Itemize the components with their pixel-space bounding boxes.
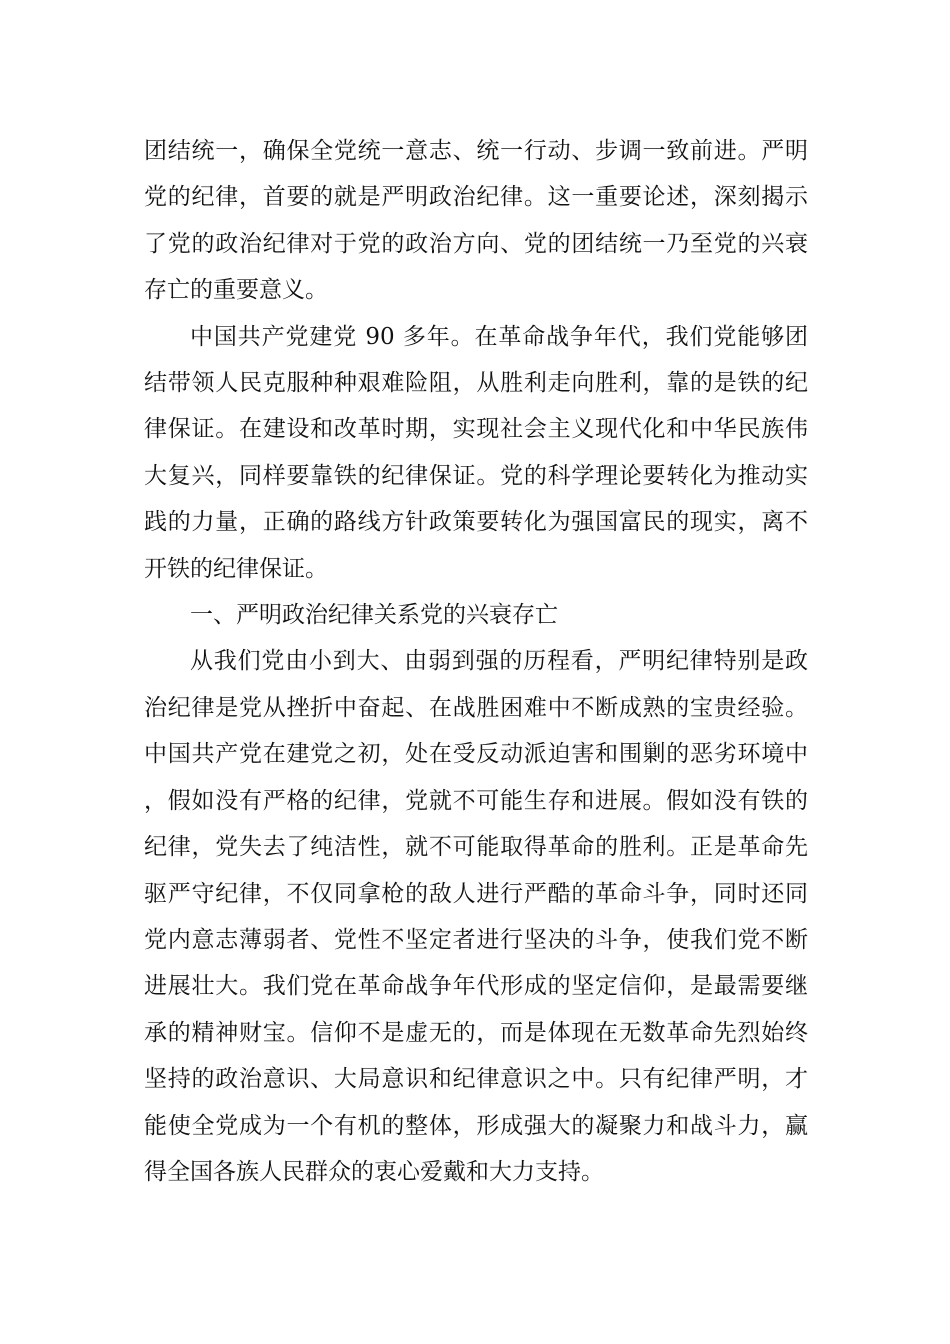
- document-body: [144, 128, 808, 1195]
- paragraph-continuation: 团结统一，确保全党统一意志、统一行动、步调一致前进。严明党的纪律，首要的就是严明政治纪律。这一重要论述，深刻揭示了党的政治纪律对于党的政治方向、党的团结统一乃至党的兴衰存亡的重要意义。: [144, 138, 808, 304]
- section-heading: 一、严明政治纪律关系党的兴衰存亡: [190, 602, 558, 629]
- paragraph-party-history: 中国共产党建党 90 多年。在革命战争年代，我们党能够团结带领人民克服种种艰难险阻，从胜利走向胜利，靠的是铁的纪律保证。在建设和改革时期，实现社会主义现代化和中华民族伟大复兴，同样要靠铁的纪律保证。党的科学理论要转化为推动实践的力量，正确的路线方针政策要转化为强国富民的现实，离不开铁的纪律保证。: [144, 323, 808, 582]
- paragraph-section-body: 从我们党由小到大、由弱到强的历程看，严明纪律特别是政治纪律是党从挫折中奋起、在战胜困难中不断成熟的宝贵经验。中国共产党在建党之初，处在受反动派迫害和围剿的恶劣环境中，假如没有严格的纪律，党就不可能生存和进展。假如没有铁的纪律，党失去了纯洁性，就不可能取得革命的胜利。正是革命先驱严守纪律，不仅同拿枪的敌人进行严酷的革命斗争，同时还同党内意志薄弱者、党性不坚定者进行坚决的斗争，使我们党不断进展壮大。我们党在革命战争年代形成的坚定信仰，是最需要继承的精神财宝。信仰不是虚无的，而是体现在无数革命先烈始终坚持的政治意识、大局意识和纪律意识之中。只有纪律严明，才能使全党成为一个有机的整体，形成强大的凝聚力和战斗力，赢得全国各族人民群众的衷心爱戴和大力支持。: [144, 648, 808, 1185]
